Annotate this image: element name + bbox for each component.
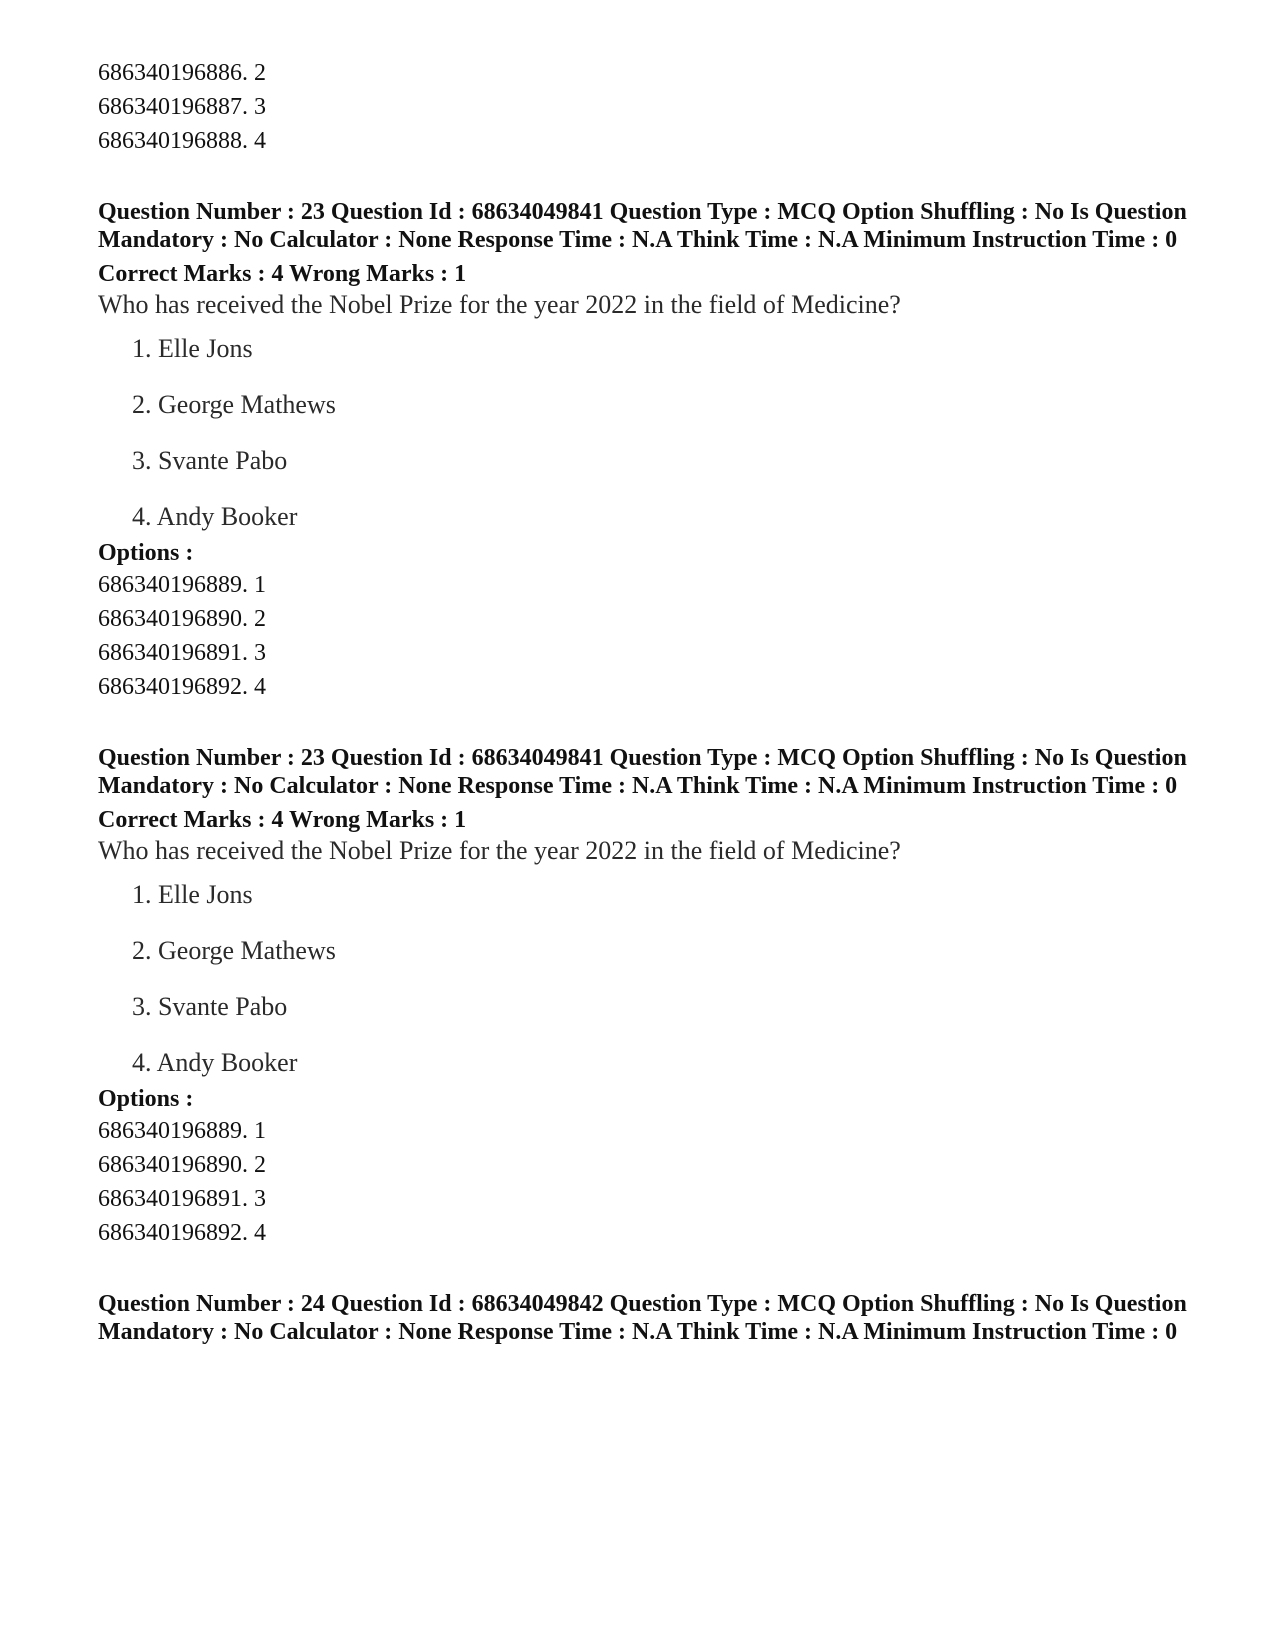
option-id-line: 686340196890. 2	[98, 1152, 266, 1178]
options-label: Options :	[98, 540, 194, 566]
choice-list	[132, 332, 1188, 534]
option-id-line: 686340196889. 1	[98, 1118, 266, 1144]
choice-item: 3. Svante Pabo	[132, 992, 288, 1021]
question-meta: Question Number : 23 Question Id : 68634049841 Question Type : MCQ Option Shuffling : No Is Question Mandatory : No Calculator : None Response Time : N.A Think Time : N.A Minimum Instruction Time : 0	[98, 745, 1187, 799]
choice-item: 3. Svante Pabo	[132, 446, 288, 475]
choice-list	[132, 878, 1188, 1080]
option-id-line: 686340196890. 2	[98, 606, 266, 632]
option-id-line: 686340196891. 3	[98, 1186, 266, 1212]
choice-item: 2. George Mathews	[132, 390, 336, 419]
option-id-line: 686340196886. 2	[98, 60, 266, 86]
option-id-line: 686340196892. 4	[98, 674, 266, 700]
choice-item: 1. Elle Jons	[132, 334, 253, 363]
option-id-line: 686340196889. 1	[98, 572, 266, 598]
option-id-line: 686340196887. 3	[98, 94, 266, 120]
options-list	[98, 568, 1188, 704]
options-label: Options :	[98, 1086, 194, 1112]
question-block	[98, 198, 1188, 704]
choice-item: 4. Andy Booker	[132, 502, 298, 531]
top-options-list	[98, 56, 1188, 158]
choice-item: 1. Elle Jons	[132, 880, 253, 909]
question-text: Who has received the Nobel Prize for the year 2022 in the field of Medicine?	[98, 290, 901, 319]
choice-item: 4. Andy Booker	[132, 1048, 298, 1077]
option-id-line: 686340196892. 4	[98, 1220, 266, 1246]
document-page	[98, 56, 1188, 1346]
option-id-line: 686340196888. 4	[98, 128, 266, 154]
options-list	[98, 1114, 1188, 1250]
question-marks: Correct Marks : 4 Wrong Marks : 1	[98, 807, 467, 833]
question-block	[98, 744, 1188, 1250]
option-id-line: 686340196891. 3	[98, 640, 266, 666]
question-meta: Question Number : 24 Question Id : 68634049842 Question Type : MCQ Option Shuffling : No Is Question Mandatory : No Calculator : None Response Time : N.A Think Time : N.A Minimum Instruction Time : 0	[98, 1291, 1187, 1345]
question-block	[98, 1290, 1188, 1346]
question-text: Who has received the Nobel Prize for the year 2022 in the field of Medicine?	[98, 836, 901, 865]
question-meta: Question Number : 23 Question Id : 68634049841 Question Type : MCQ Option Shuffling : No Is Question Mandatory : No Calculator : None Response Time : N.A Think Time : N.A Minimum Instruction Time : 0	[98, 199, 1187, 253]
question-marks: Correct Marks : 4 Wrong Marks : 1	[98, 261, 467, 287]
choice-item: 2. George Mathews	[132, 936, 336, 965]
